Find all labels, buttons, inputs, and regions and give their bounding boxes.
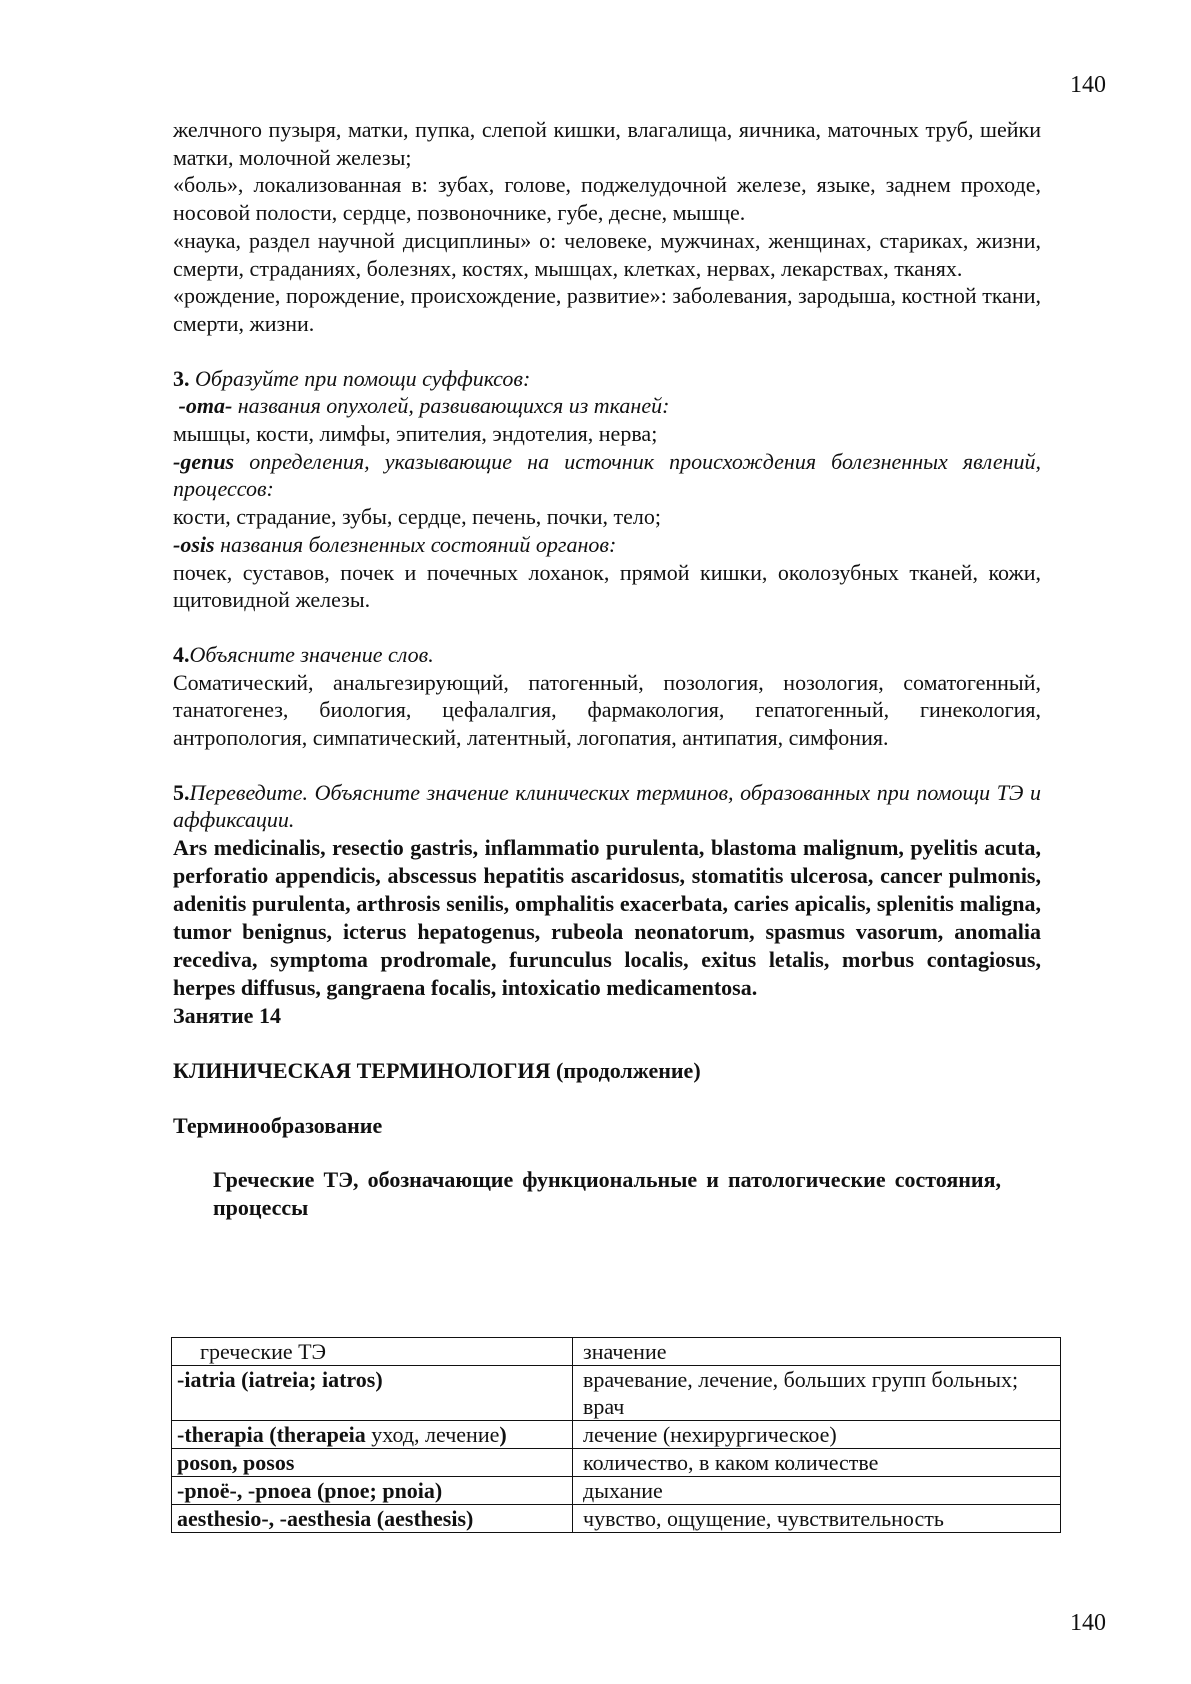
intro-birth-line [173,282,1041,337]
oma-line [173,392,1041,420]
table-header-row [172,1338,1061,1366]
intro-science-line [173,227,1041,282]
intro-organs-line: желчного пузыря, матки, пупка, слепой кишки, влагалища, яичника, маточных труб, шейки матки, молочной железы; [173,117,1041,170]
te-close-part: ) [499,1422,507,1447]
meaning-cell: лечение (нехирургическое) [573,1421,1061,1449]
birth-text: : заболевания, зародыша, костной ткани, смерти, жизни. [173,283,1041,336]
lesson-title: Занятие 14 [173,1003,281,1029]
meaning-cell: врачевание, лечение, больших групп больных; врач [573,1366,1061,1421]
header-meaning: значение [573,1338,1061,1366]
table-row [172,1505,1061,1533]
osis-suffix: -osis [173,531,215,557]
te-cell [172,1421,573,1449]
genus-line [173,448,1041,503]
te-cell: aesthesio-, -aesthesia (aesthesis) [172,1505,573,1533]
te-cell: -pnoё-, -pnoea (pnoe; pnoia) [172,1477,573,1505]
task4-words: Соматический, анальгезирующий, патогенный, позология, нозология, соматогенный, танатогенез, биология, цефалалгия, фармакология, гепатогенный, гинекология, антропология, симпатический, латентный, логопатия, антипатия, симфония. [173,669,1041,751]
te-normal-part: уход, лечение [365,1422,500,1447]
table-row [172,1449,1061,1477]
greek-te-table [171,1337,1061,1533]
meaning-cell: чувство, ощущение, чувствительность [573,1505,1061,1533]
oma-list: мышцы, кости, лимфы, эпителия, эндотелия, нерва; [173,421,658,447]
science-text: о: человеке, мужчинах, женщинах, стариках, жизни, смерти, страданиях, болезнях, костях, мышцах, клетках, нервах, лекарствах, тканях. [173,227,1041,281]
header-greek-te: греческие ТЭ [172,1338,573,1366]
task3-heading [173,365,1041,393]
task5-number: 5. [173,779,190,805]
subsection-heading: Терминообразование [173,1112,383,1138]
task5-terms: Ars medicinalis, resectio gastris, inflammatio purulenta, blastoma malignum, pyelitis acuta, perforatio appendicis, abscessus hepatitis ascaridosus, stomatitis ulcerosa, cancer pulmonis, adenitis purulenta, arthrosis senilis, omphalitis exacerbata, caries apicalis, splenitis maligna, tumor benignus, icterus hepatogenus, rubeola neonatorum, spasmus vasorum, anomalia recediva, symptoma prodromale, furunculus localis, exitus letalis, morbus contagiosus, herpes diffusus, gangraena focalis, intoxicatio medicamentosa. [173,835,1041,1001]
osis-desc: названия болезненных состояний органов: [214,531,617,557]
task4-title: Объясните значение слов. [189,641,434,667]
task3-title: Образуйте при помощи суффиксов: [189,365,531,391]
page-number-bottom: 140 [1070,1610,1106,1636]
table-row [172,1421,1061,1449]
osis-line [173,531,1041,559]
meaning-cell: дыхание [573,1477,1061,1505]
table-row [172,1366,1061,1421]
te-bold-part: -therapia (therapeia [177,1422,366,1447]
task5-title: Переведите. Объясните значение клинических терминов, образованных при помощи ТЭ и аффиксации. [173,779,1041,833]
te-cell: -iatria (iatreia; iatros) [172,1366,573,1421]
page-content [173,116,1041,1222]
intro-pain-line: «боль», локализованная в: зубах, голове, поджелудочной железе, языке, заднем проходе, носовой полости, сердце, позвоночнике, губе, десне, мышце. [173,172,1041,226]
genus-suffix: -genus [173,448,235,474]
task4-heading [173,641,1041,669]
genus-desc: определения, указывающие на источник происхождения болезненных явлений, процессов: [173,448,1041,502]
task3-number: 3. [173,365,190,391]
table-row [172,1477,1061,1505]
birth-head: «рождение, порождение, происхождение, развитие» [173,283,661,309]
te-cell: poson, posos [172,1449,573,1477]
task5-heading [173,779,1041,834]
meaning-cell: количество, в каком количестве [573,1449,1061,1477]
task4-number: 4. [173,641,190,667]
osis-list: почек, суставов, почек и почечных лоханок, прямой кишки, околозубных тканей, кожи, щитовидной железы. [173,559,1041,613]
genus-list: кости, страдание, зубы, сердце, печень, почки, тело; [173,504,661,530]
science-head: «наука, раздел научной дисциплины» [173,227,532,253]
oma-desc: названия опухолей, развивающихся из тканей: [232,393,670,419]
page-number-top: 140 [1070,72,1106,98]
oma-suffix: -oma- [178,393,233,419]
table-heading: Греческие ТЭ, обозначающие функциональные и патологические состояния, процессы [213,1167,1001,1220]
section-heading: КЛИНИЧЕСКАЯ ТЕРМИНОЛОГИЯ (продолжение) [173,1057,701,1083]
